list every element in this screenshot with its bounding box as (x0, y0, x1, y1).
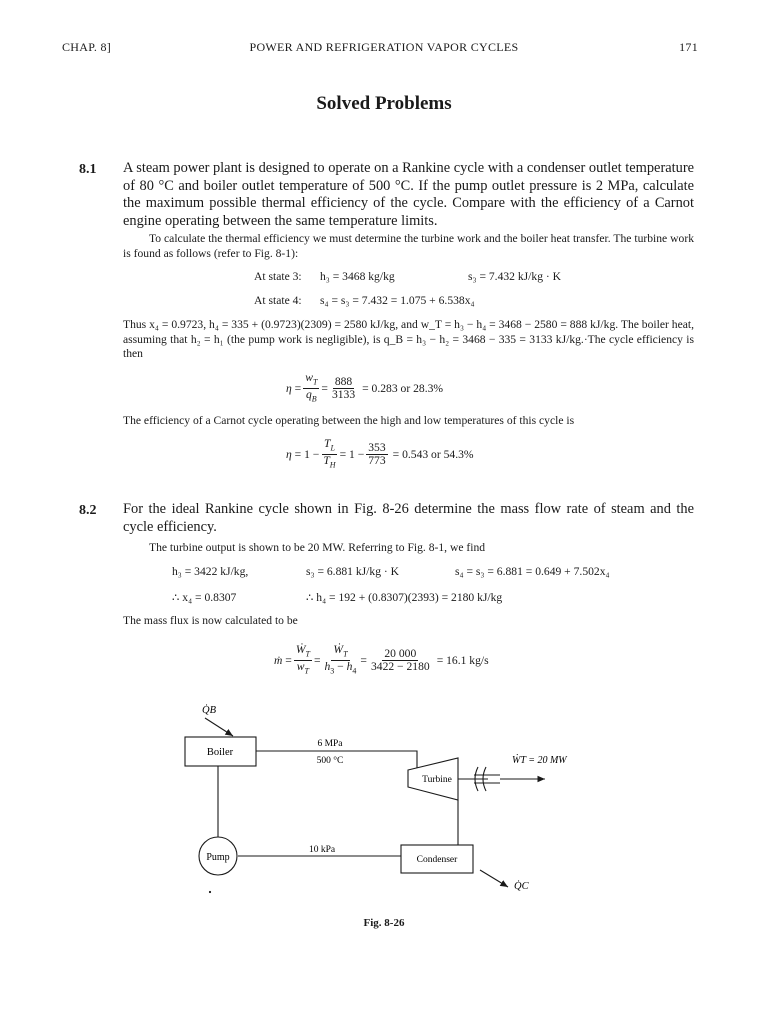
solution-body: Thus x₄ = 0.9723, h₄ = 335 + (0.9723)(2309) = 2580 kJ/kg, and w_T = h₃ − h₄ = 3468 − 2580 = 888 kJ/kg. The boiler heat, assuming that h₂ = h₁ (the pump work is negligible), is q_B = h₃ − h₂ = 3468 − 335 = 3133 kJ/kg.·The cycle efficiency is then (123, 318, 694, 360)
state4-entropy: s₄ = s₃ = 6.881 = 0.649 + 7.502x₄ (455, 565, 610, 578)
running-title: POWER AND REFRIGERATION VAPOR CYCLES (249, 40, 519, 54)
eta-numerator: 888 (334, 375, 353, 389)
section-title: Solved Problems (316, 93, 452, 114)
pump-label: Pump (206, 852, 230, 863)
high-pressure-label: 6 MPa (317, 739, 343, 749)
turbine-power-label: ẆT = 20 MW (512, 755, 567, 766)
state4-label: At state 4: (254, 294, 302, 307)
heat-in-arrow (205, 718, 233, 736)
problem-statement: A steam power plant is designed to operate on a Rankine cycle with a condenser outlet temperature of 80 °C and boiler outlet temperature of 500 °C. If the pump outlet pressure is 2 MPa, calculate the maximum possible thermal efficiency of the cycle. Compare with the efficiency of a Carnot engine operating between the same temperature limits. (123, 160, 694, 229)
mass-flow-equation: ṁ = $\frac{Ẇ_T}{w_T}$ = $\frac{Ẇ_T}{h_3 - h_4}$ = $\frac{20 000}{3422 - 2180}$ = 16.1 kg/s (274, 643, 489, 676)
heat-out-arrow (480, 870, 508, 887)
carnot-numerator: 353 (368, 441, 386, 455)
low-pressure-label: 10 kPa (308, 845, 336, 855)
carnot-denominator: 773 (368, 454, 386, 468)
state3-entropy: s₃ = 7.432 kJ/kg · K (468, 270, 562, 283)
boiler-label: Boiler (206, 747, 234, 758)
state4-enthalpy: ∴ h₄ = 192 + (0.8307)(2393) = 2180 kJ/kg (306, 591, 503, 604)
condenser-label: Condenser (416, 855, 458, 865)
problem-number: 8.1 (79, 162, 97, 177)
figure-caption: Fig. 8-26 (363, 917, 405, 929)
carnot-intro: The efficiency of a Carnot cycle operating between the high and low temperatures of this cycle is (123, 414, 575, 427)
carnot-efficiency-equation: η = 1 − $\frac{T_L}{T_H}$ = 1 − $\frac{353}{773}$ = 0.543 or 54.3% (286, 437, 474, 470)
thermal-efficiency-equation: η = $\frac{w_T}{q_B}$ = $\frac{888}{3133}$ = 0.283 or 28.3% (286, 371, 444, 404)
eta-result: = 0.283 or 28.3% (362, 382, 444, 396)
carnot-result: = 0.543 or 54.3% (392, 448, 474, 462)
solution-intro: The turbine output is shown to be 20 MW. Referring to Fig. 8-1, we find (149, 541, 486, 554)
state3-label: At state 3: (254, 270, 302, 283)
page-number: 171 (679, 40, 698, 54)
high-temperature-label: 500 °C (316, 756, 344, 766)
mass-flux-intro: The mass flux is now calculated to be (123, 614, 298, 627)
chapter-label: CHAP. 8] (62, 40, 112, 54)
problem-number: 8.2 (79, 503, 97, 518)
condenser-heat-label: Q̇C (514, 881, 529, 892)
solution-intro: To calculate the thermal efficiency we must determine the turbine work and the boiler heat transfer. The turbine work is found as follows (refer to Fig. 8-1): (123, 232, 694, 260)
state3-enthalpy: h₃ = 3422 kJ/kg, (172, 565, 249, 578)
problem-statement: For the ideal Rankine cycle shown in Fig. 8-26 determine the mass flow rate of steam and the cycle efficiency. (123, 501, 694, 535)
mdot-numerator: 20 000 (384, 647, 417, 661)
boiler-heat-label: Q̇B (202, 705, 216, 716)
state3-enthalpy: h₃ = 3468 kg/kg (320, 270, 395, 283)
mdot-result: = 16.1 kg/s (436, 654, 489, 668)
state4-equation: s₄ = s₃ = 7.432 = 1.075 + 6.538x₄ (320, 294, 475, 307)
quality-result: ∴ x₄ = 0.8307 (172, 591, 237, 604)
turbine-label: Turbine (422, 775, 452, 785)
mdot-denominator: 3422 − 2180 (370, 660, 430, 674)
eta-denominator: 3133 (331, 388, 356, 402)
state3-entropy: s₃ = 6.881 kJ/kg · K (306, 565, 400, 578)
stray-dot (209, 891, 211, 893)
